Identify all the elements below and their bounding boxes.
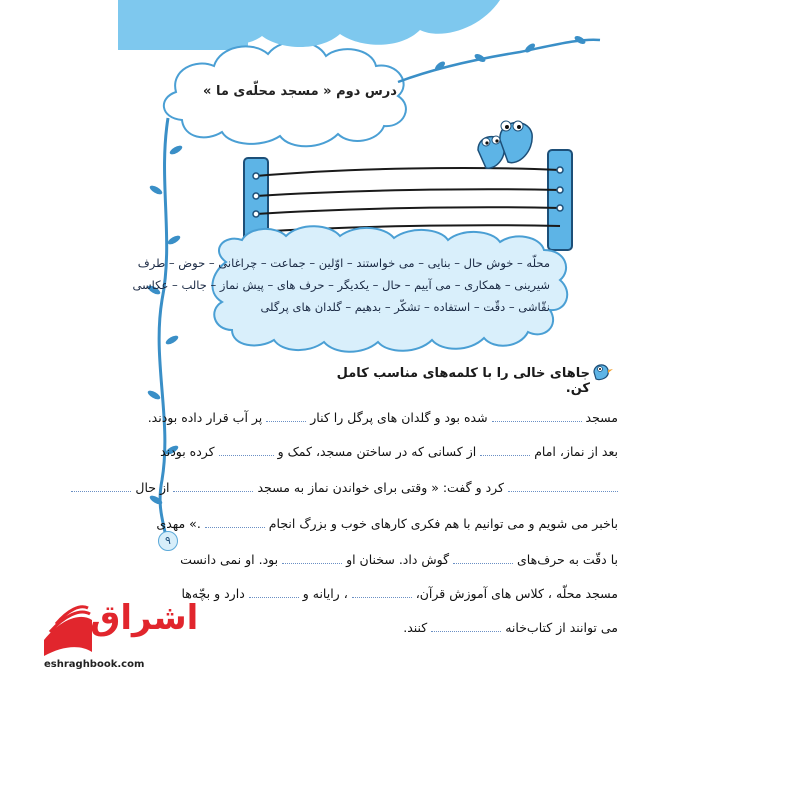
line-text: دارد و بچّه‌ها — [181, 586, 245, 601]
exercise-line-6 — [178, 586, 618, 601]
exercise-instruction: جاهای خالی را با کلمه‌های مناسب کامل کن. — [336, 366, 590, 396]
line-text: باخبر می شویم و می توانیم با هم فکری کارهای خوب و بزرگ انجام — [268, 516, 618, 531]
line-text: شده بود و گلدان های پرگل را کنار — [310, 410, 488, 425]
line-text: با دقّت به حرف‌های — [517, 552, 618, 567]
line-text: کرد و گفت: « وقتی برای خواندن نماز به مسجد — [257, 480, 505, 495]
word-bank — [132, 252, 550, 318]
word-bank-row-3: نقّاشی – دقّت – استفاده – تشکّر – بدهیم – گلدان های پرگلی — [260, 300, 550, 314]
exercise-line-1 — [147, 410, 618, 425]
word-bank-row-2: شیرینی – همکاری – می آییم – حال – یکدیگر – حرف های – پیش نماز – جالب – عکاسی — [132, 278, 550, 292]
exercise-line-3 — [135, 480, 618, 495]
blank[interactable] — [508, 481, 618, 492]
blank[interactable] — [266, 411, 306, 422]
line-text: از حال — [135, 480, 170, 495]
blank[interactable] — [173, 481, 253, 492]
blank[interactable] — [453, 553, 513, 564]
line-text: کنند. — [403, 620, 428, 635]
lesson-title: درس دوم « مسجد محلّه‌ی ما » — [203, 84, 397, 99]
logo-url[interactable]: eshraghbook.com — [44, 659, 145, 670]
line-text: مسجد — [585, 410, 618, 425]
word-bank-row-1: محلّه – خوش حال – بنایی – می خواستند – اوّلین – جماعت – چراغانی – حوض – طرف — [137, 256, 550, 270]
vine — [159, 118, 168, 540]
blank[interactable] — [205, 517, 265, 528]
birds-illustration — [478, 121, 532, 168]
blank[interactable] — [71, 481, 131, 492]
line-text: گوش داد. سخنان او — [346, 552, 450, 567]
blank[interactable] — [480, 445, 530, 456]
line-text: مسجد محلّه ، کلاس های آموزش قرآن، — [415, 586, 618, 601]
blank[interactable] — [431, 621, 501, 632]
blank[interactable] — [219, 445, 274, 456]
line-text: ، رایانه و — [302, 586, 348, 601]
page-number: ۹ — [158, 531, 178, 551]
blank[interactable] — [352, 587, 412, 598]
line-text: پر آب قرار داده بودند. — [147, 410, 263, 425]
line-text: بود. او نمی دانست — [180, 552, 279, 567]
exercise-line-2 — [160, 444, 618, 459]
blank[interactable] — [249, 587, 299, 598]
exercise-line-5 — [178, 552, 618, 567]
line-text: از کسانی که در ساختن مسجد، کمک و — [277, 444, 477, 459]
small-bird-icon — [590, 360, 614, 382]
exercise-line-7 — [178, 620, 618, 635]
exercise-line-4 — [156, 516, 618, 531]
logo-text: اشراق — [90, 598, 199, 638]
blank[interactable] — [492, 411, 582, 422]
line-text: .» مهدی — [156, 516, 201, 531]
line-text: بعد از نماز، امام — [534, 444, 618, 459]
line-text: می توانند از کتاب‌خانه — [505, 620, 618, 635]
line-text: کرده بودند — [160, 444, 215, 459]
blank[interactable] — [282, 553, 342, 564]
